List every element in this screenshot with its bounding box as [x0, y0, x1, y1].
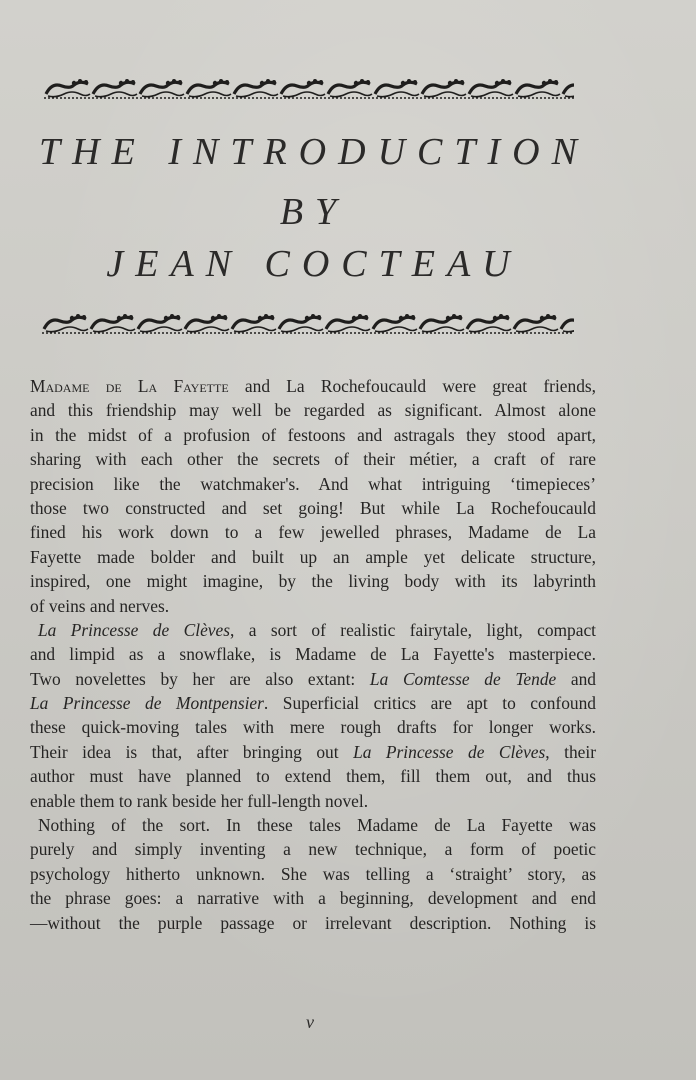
text-line: in the midst of a profusion of festoons and astragals they stood apart, — [30, 424, 596, 445]
text-line: Their idea is that, after bringing out La Princesse de Clèves, their — [30, 741, 596, 762]
text-line: psychology hitherto unknown. She was telling a ‘straight’ story, as — [30, 863, 596, 884]
text-line: and limpid as a snowflake, is Madame de La Fayette's masterpiece. — [30, 644, 596, 665]
text-line: Madame de La Fayette and La Rochefoucauld were great friends, — [30, 376, 596, 396]
chapter-title-author: JEAN COCTEAU — [106, 243, 522, 285]
text-line: those two constructed and set going! But while La Rochefoucauld — [30, 497, 596, 518]
text-line: of veins and nerves. — [30, 595, 170, 616]
text-line: these quick-moving tales with mere rough drafts for longer works. — [30, 717, 596, 738]
text-line: purely and simply inventing a new technique, a form of poetic — [30, 839, 596, 860]
text-line: La Princesse de Montpensier. Superficial critics are apt to confound — [30, 693, 596, 714]
introduction-text — [30, 374, 596, 935]
text-line: the phrase goes: a narrative with a beginning, development and end — [30, 888, 596, 909]
text-line: La Princesse de Clèves, a sort of realistic fairytale, light, compact — [38, 619, 597, 640]
book-title: La Princesse de Clèves — [38, 619, 230, 640]
text-line: author must have planned to extend them, fill them out, and thus — [30, 766, 596, 787]
text-line: Fayette made bolder and built up an ample yet delicate structure, — [30, 546, 596, 567]
opening-small-caps: Madame de La Fayette — [30, 376, 229, 396]
text-line: precision like the watchmaker's. And what intriguing ‘timepieces’ — [30, 473, 596, 494]
text-line: and this friendship may well be regarded as significant. Almost alone — [30, 400, 596, 421]
text-line: fined his work down to a few jewelled phrases, Madame de La — [30, 522, 596, 543]
text-line: sharing with each other the secrets of their métier, a craft of rare — [30, 449, 596, 470]
chapter-title-line-1: THE INTRODUCTION — [39, 131, 589, 173]
text-line: inspired, one might imagine, by the living body with its labyrinth — [30, 571, 596, 592]
text-line: Nothing of the sort. In these tales Madame de La Fayette was — [38, 815, 596, 836]
book-title: La Princesse de Clèves — [353, 741, 546, 762]
book-title: La Princesse de Montpensier — [30, 693, 264, 714]
text-line: —without the purple passage or irrelevant description. Nothing is — [30, 912, 596, 933]
text-line: enable them to rank beside her full-length novel. — [30, 790, 369, 811]
page-number: v — [306, 1012, 314, 1032]
chapter-title-line-2: BY — [279, 191, 349, 233]
decorative-border-bottom — [42, 312, 574, 338]
text-line: Two novelettes by her are also extant: La Comtesse de Tende and — [30, 668, 596, 689]
decorative-border-top — [44, 77, 574, 103]
book-title: La Comtesse de Tende — [369, 668, 557, 689]
